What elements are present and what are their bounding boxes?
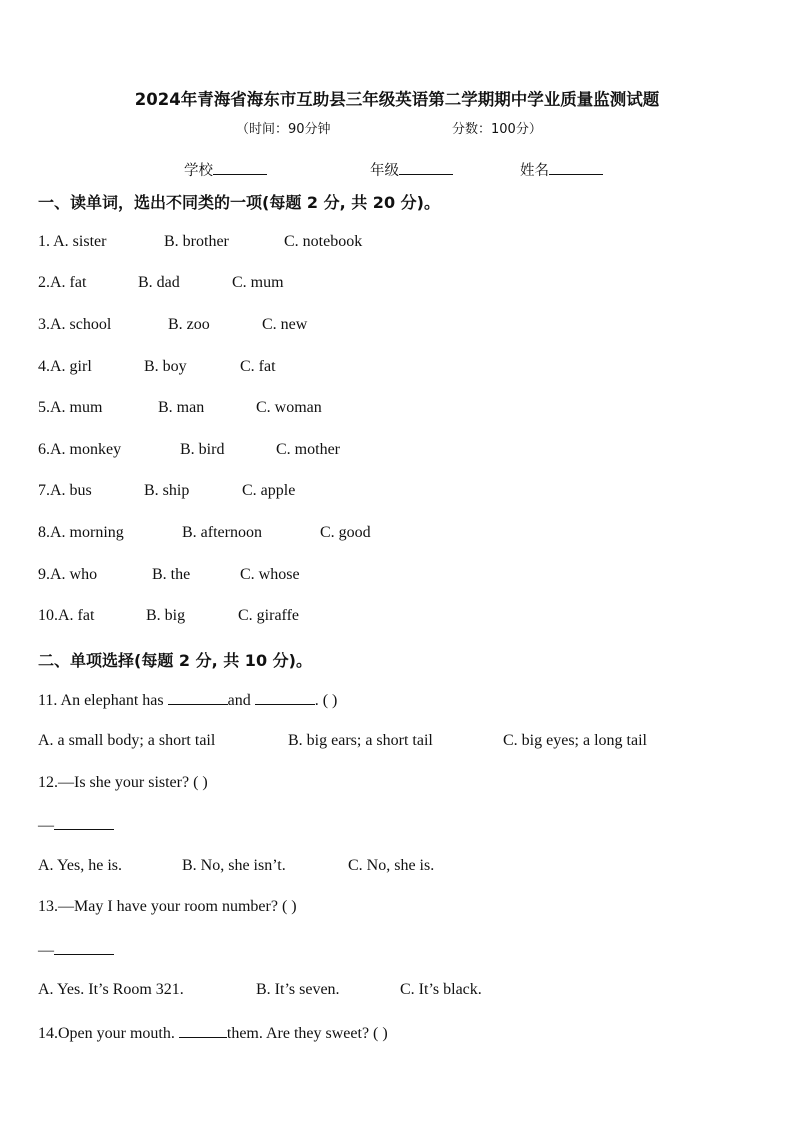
section-1-heading: 一、读单词，选出不同类的一项(每题 2 分, 共 20 分)。 <box>38 193 440 212</box>
option-b[interactable]: B. boy <box>144 358 187 375</box>
option-b[interactable]: B. brother <box>164 233 229 250</box>
answer-blank[interactable] <box>179 1023 227 1038</box>
name-field <box>520 159 603 180</box>
grade-label: 年级 <box>370 163 399 179</box>
stem-text: and <box>227 692 255 709</box>
option-b[interactable]: B. No, she isn’t. <box>182 857 286 874</box>
exam-score: 分数：100分） <box>452 122 542 137</box>
section-2-heading: 二、单项选择(每题 2 分, 共 10 分)。 <box>38 651 312 670</box>
answer-blank[interactable] <box>54 815 114 830</box>
option-a[interactable]: A. a small body; a short tail <box>38 732 216 749</box>
option-b[interactable]: B. ship <box>144 482 190 499</box>
option-a[interactable]: 8.A. morning <box>38 524 124 541</box>
option-c[interactable]: C. giraffe <box>238 607 300 624</box>
option-c[interactable]: C. new <box>262 316 308 333</box>
option-a[interactable]: 6.A. monkey <box>38 441 122 458</box>
school-field <box>184 159 267 180</box>
dash: — <box>38 817 54 834</box>
option-a[interactable]: 7.A. bus <box>38 482 92 499</box>
option-b[interactable]: B. dad <box>138 274 180 291</box>
exam-time: （时间：90分钟 <box>236 122 331 137</box>
option-c[interactable]: C. good <box>320 524 371 541</box>
option-a[interactable]: 1. A. sister <box>38 233 107 250</box>
option-a[interactable]: 5.A. mum <box>38 399 103 416</box>
grade-field <box>370 159 453 180</box>
option-c[interactable]: C. whose <box>240 566 300 583</box>
option-c[interactable]: C. fat <box>240 358 276 375</box>
school-blank[interactable] <box>213 160 267 175</box>
question-12-answer-line <box>38 815 114 835</box>
option-c[interactable]: C. mother <box>276 441 340 458</box>
option-a[interactable]: 9.A. who <box>38 566 98 583</box>
dash: — <box>38 942 54 959</box>
question-13-stem: 13.—May I have your room number? ( ) <box>38 898 297 915</box>
option-c[interactable]: C. mum <box>232 274 284 291</box>
question-14-stem <box>38 1023 388 1043</box>
option-c[interactable]: C. big eyes; a long tail <box>503 732 647 749</box>
option-b[interactable]: B. zoo <box>168 316 210 333</box>
option-b[interactable]: B. afternoon <box>182 524 262 541</box>
stem-text: 14.Open your mouth. <box>38 1025 179 1042</box>
question-13-answer-line <box>38 940 114 960</box>
name-label: 姓名 <box>520 163 549 179</box>
option-b[interactable]: B. It’s seven. <box>256 981 340 998</box>
option-b[interactable]: B. bird <box>180 441 225 458</box>
option-a[interactable]: A. Yes. It’s Room 321. <box>38 981 184 998</box>
option-a[interactable]: 2.A. fat <box>38 274 87 291</box>
option-c[interactable]: C. No, she is. <box>348 857 435 874</box>
option-a[interactable]: A. Yes, he is. <box>38 857 123 874</box>
answer-blank[interactable] <box>255 690 315 705</box>
grade-blank[interactable] <box>399 160 453 175</box>
school-label: 学校 <box>184 163 213 179</box>
option-b[interactable]: B. the <box>152 566 191 583</box>
answer-blank[interactable] <box>168 690 228 705</box>
option-b[interactable]: B. man <box>158 399 205 416</box>
name-blank[interactable] <box>549 160 603 175</box>
option-b[interactable]: B. big ears; a short tail <box>288 732 433 749</box>
question-12-stem: 12.—Is she your sister? ( ) <box>38 774 208 791</box>
page-title: 2024年青海省海东市互助县三年级英语第二学期期中学业质量监测试题 <box>134 90 660 109</box>
question-11-stem <box>38 690 337 710</box>
answer-blank[interactable] <box>54 940 114 955</box>
option-a[interactable]: 4.A. girl <box>38 358 92 375</box>
option-a[interactable]: 10.A. fat <box>38 607 95 624</box>
option-c[interactable]: C. apple <box>242 482 296 499</box>
stem-text: 11. An elephant has <box>38 692 168 709</box>
option-c[interactable]: C. woman <box>256 399 322 416</box>
stem-text: . ( ) <box>314 692 338 709</box>
option-b[interactable]: B. big <box>146 607 186 624</box>
option-c[interactable]: C. It’s black. <box>400 981 482 998</box>
option-c[interactable]: C. notebook <box>284 233 363 250</box>
stem-text: them. Are they sweet? ( ) <box>226 1025 388 1042</box>
option-a[interactable]: 3.A. school <box>38 316 112 333</box>
